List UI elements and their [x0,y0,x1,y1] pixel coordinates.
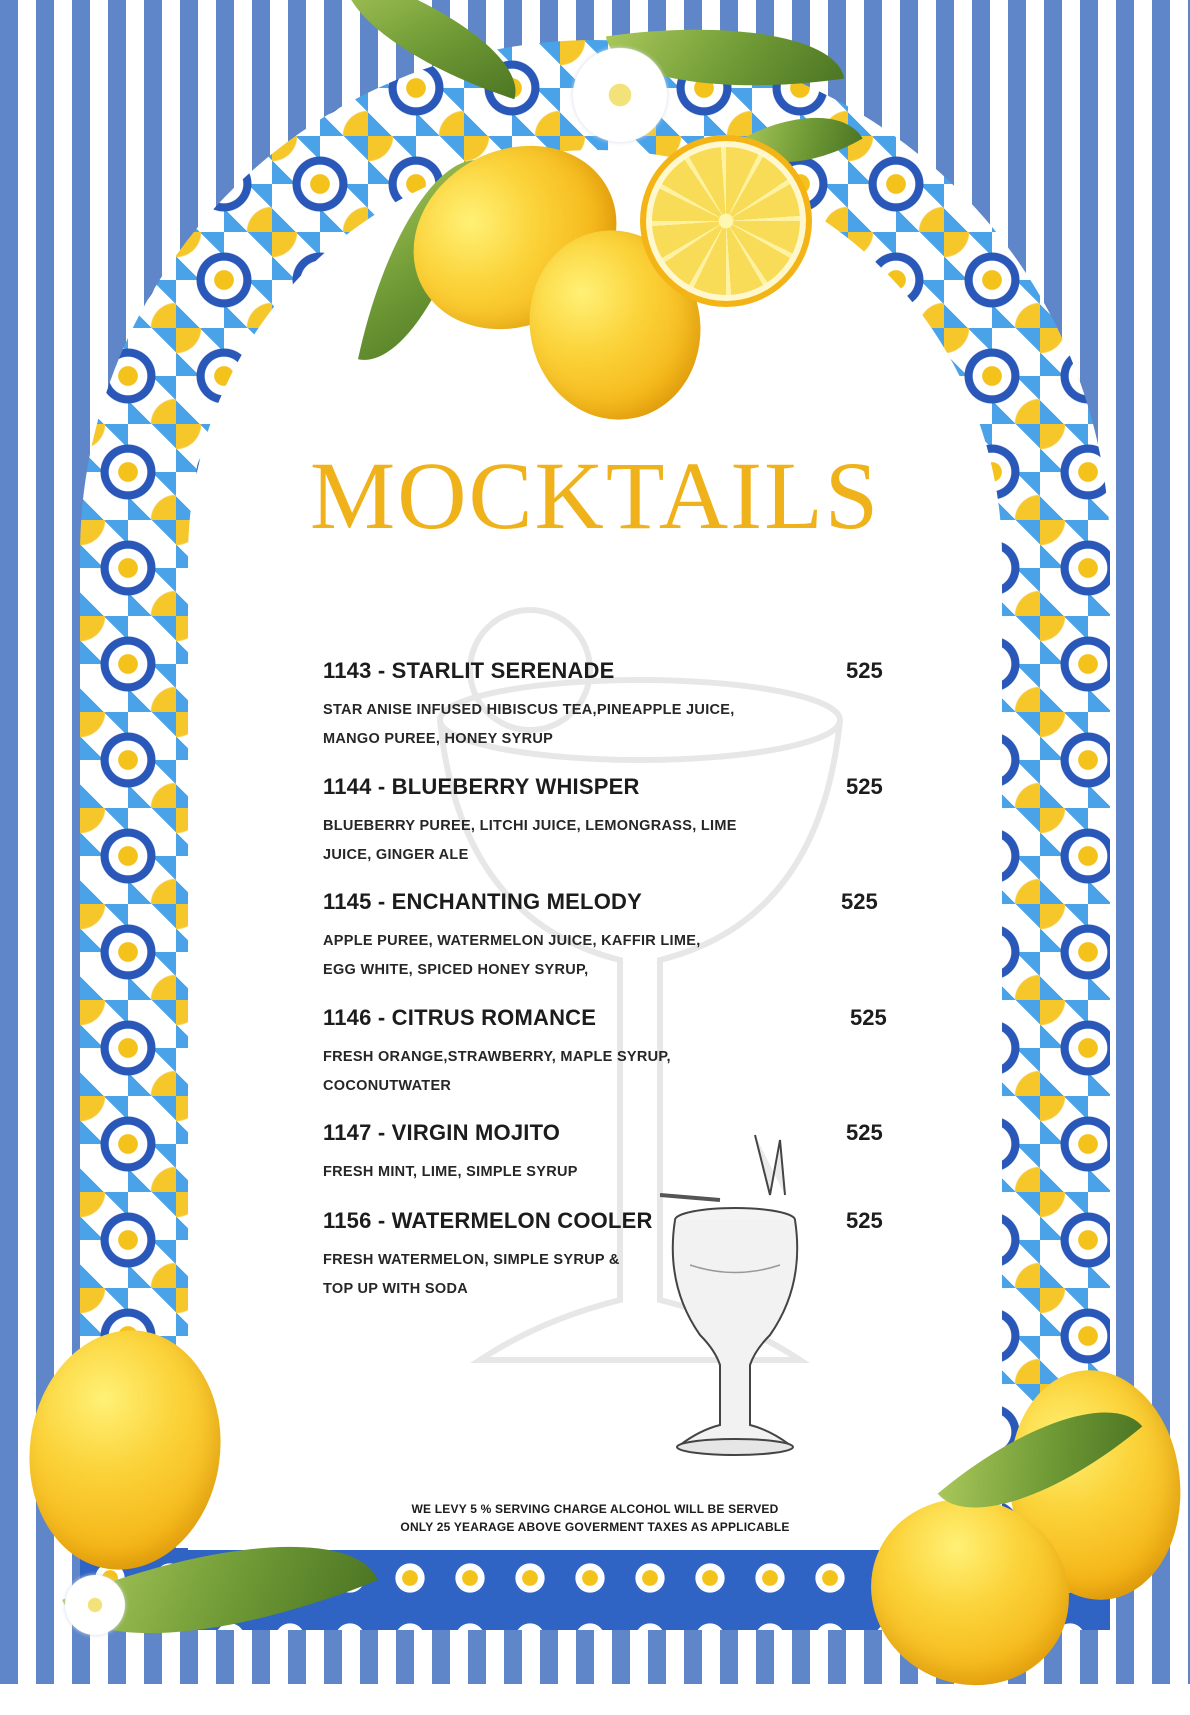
flower [60,1570,130,1640]
item-price: 525 [846,774,883,799]
description-line: APPLE PUREE, WATERMELON JUICE, KAFFIR LIME, [323,933,701,949]
menu-item [323,774,903,870]
menu-item [323,658,903,754]
description-line: FRESH MINT, LIME, SIMPLE SYRUP [323,1164,578,1180]
menu-item [323,1005,903,1101]
description-line: FRESH ORANGE,STRAWBERRY, MAPLE SYRUP, [323,1049,671,1065]
item-name: 1146 - CITRUS ROMANCE [323,1005,597,1030]
menu-title: MOCKTAILS [309,442,881,549]
item-name: 1147 - VIRGIN MOJITO [323,1120,561,1145]
item-description [323,812,793,870]
description-line: STAR ANISE INFUSED HIBISCUS TEA,PINEAPPLE JUICE, [323,702,735,718]
menu-item [323,889,903,985]
footer-line: WE LEVY 5 % SERVING CHARGE ALCOHOL WILL BE SERVED [411,1502,779,1516]
flower [565,40,675,150]
description-line: JUICE, GINGER ALE [323,847,469,863]
footer-line: ONLY 25 YEARAGE ABOVE GOVERMENT TAXES AS APPLICABLE [400,1520,790,1534]
service-charge-note [0,1500,1190,1536]
item-name: 1144 - BLUEBERRY WHISPER [323,774,640,799]
description-line: FRESH WATERMELON, SIMPLE SYRUP & [323,1252,620,1268]
item-description [323,696,793,754]
item-description [323,927,793,985]
description-line: COCONUTWATER [323,1078,452,1094]
description-line: EGG WHITE, SPICED HONEY SYRUP, [323,962,589,978]
item-price: 525 [846,1120,883,1145]
description-line: BLUEBERRY PUREE, LITCHI JUICE, LEMONGRASS, LIME [323,818,737,834]
item-price: 525 [850,1005,887,1030]
item-name: 1156 - WATERMELON COOLER [323,1208,653,1233]
item-description [323,1043,793,1101]
lemon-slice [640,135,812,307]
item-price: 525 [846,658,883,683]
description-line: TOP UP WITH SODA [323,1281,468,1297]
item-name: 1145 - ENCHANTING MELODY [323,889,642,914]
item-price: 525 [841,889,878,914]
item-price: 525 [846,1208,883,1233]
item-name: 1143 - STARLIT SERENADE [323,658,615,683]
hurricane-glass-sketch [660,1125,830,1465]
description-line: MANGO PUREE, HONEY SYRUP [323,731,554,747]
